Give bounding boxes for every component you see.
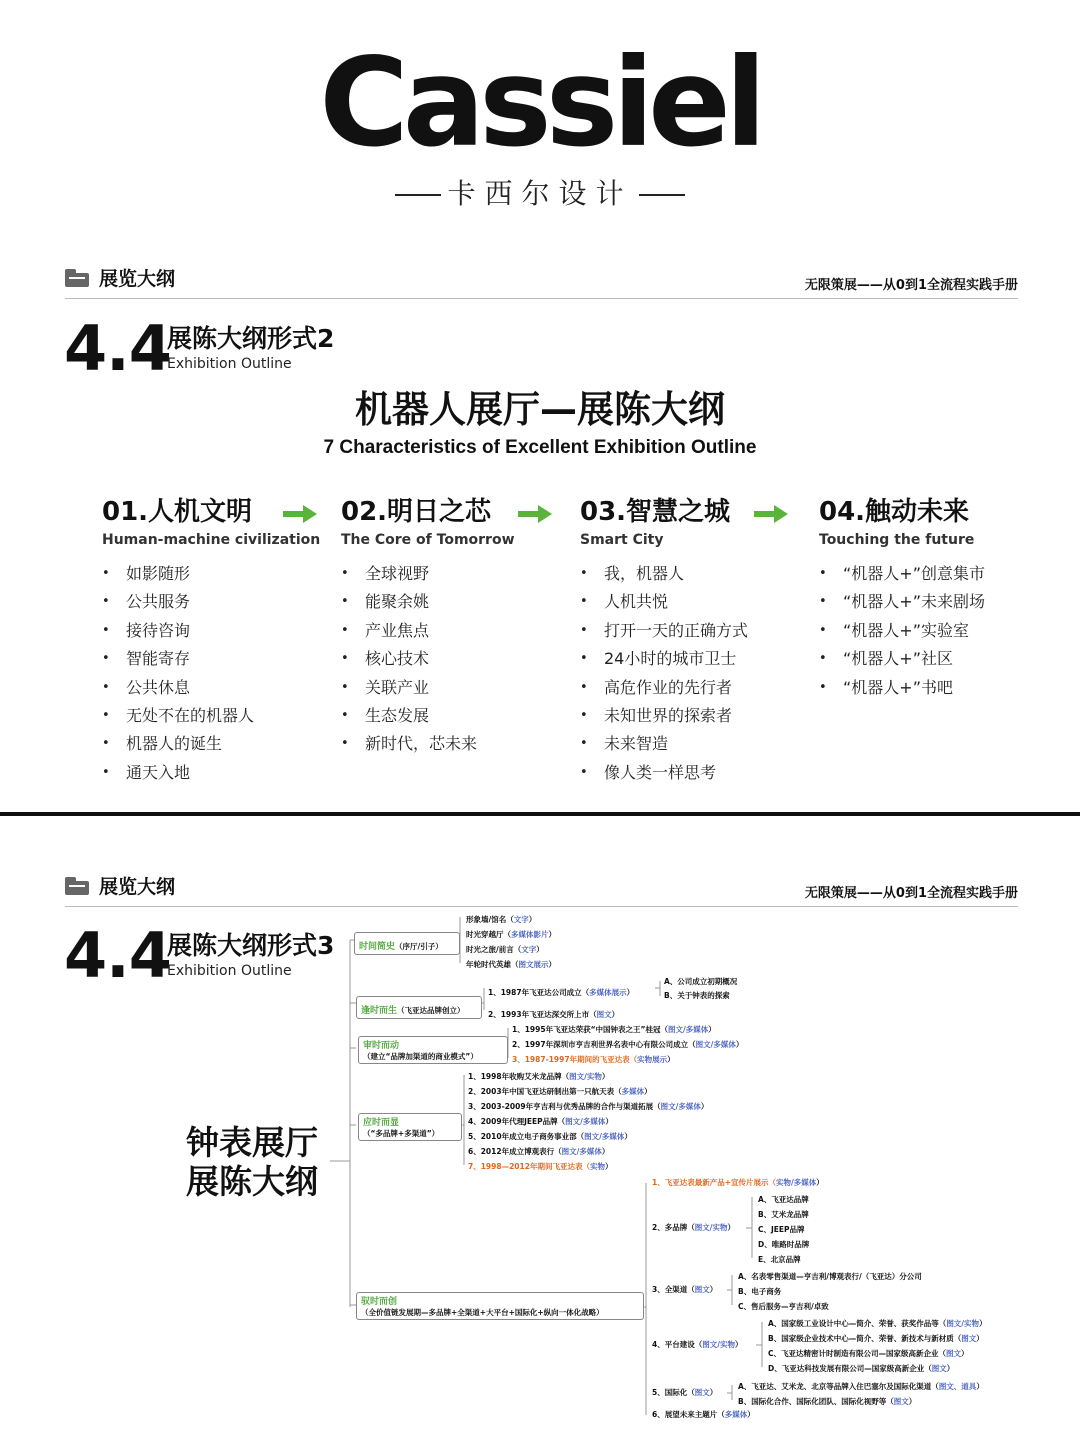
list-item: • 核心技术 — [341, 645, 571, 673]
list-item: • 接待咨询 — [102, 617, 332, 645]
mindmap-node: C、售后服务—亨吉利/卓致 — [738, 1302, 829, 1311]
mindmap-node: 1、1987年飞亚达公司成立（多媒体展示） — [488, 988, 635, 997]
column-subtitle: Touching the future — [819, 532, 975, 548]
b5-item-5: 5、国际化（图文） — [652, 1388, 718, 1397]
b5-item-3: 3、全渠道（图文） — [652, 1285, 718, 1294]
list-item: • “机器人+”社区 — [819, 645, 1059, 673]
list-item: • 打开一天的正确方式 — [580, 617, 810, 645]
list-item: • “机器人+”未来剧场 — [819, 588, 1059, 616]
mindmap-node: D、唯路时品牌 — [758, 1240, 810, 1249]
branch-2-items — [488, 982, 634, 1026]
mindmap-node: 5、2010年成立电子商务事业部（图文/多媒体） — [468, 1132, 632, 1141]
list-item: • 未来智造 — [580, 730, 810, 758]
column-subtitle: Human-machine civilization — [102, 532, 321, 548]
section2-subtitle: Exhibition Outline — [167, 963, 292, 979]
mindmap-node: 2、2003年中国飞亚达研制出第一只航天表（多媒体） — [468, 1087, 652, 1096]
b5-item-4: 4、平台建设（图文/实物） — [652, 1340, 743, 1349]
column-subtitle: The Core of Tomorrow — [341, 532, 515, 548]
list-item: • 关联产业 — [341, 674, 571, 702]
mindmap-node: B、国际化合作、国际化团队、国际化视野等（图文） — [738, 1397, 917, 1406]
section1-header-title: 展览大纲 — [65, 264, 175, 291]
main-subtitle: 7 Characteristics of Excellent Exhibition Outline — [323, 437, 757, 458]
mindmap-node: 7、1998—2012年期间飞亚达表（实物） — [468, 1162, 613, 1171]
mindmap-node: 时光之旅/前言（文字） — [466, 945, 544, 954]
mindmap-node: A、国家级工业设计中心—简介、荣誉、获奖作品等（图文/实物） — [768, 1319, 987, 1328]
mindmap-branch-1: 时间简史（序厅/引子） — [354, 932, 460, 955]
mindmap-node: C、飞亚达精密计时制造有限公司—国家级高新企业（图文） — [768, 1349, 969, 1358]
logo-brand: Cassiel — [319, 32, 761, 174]
list-item: • 公共服务 — [102, 588, 332, 616]
list-item: • “机器人+”创意集市 — [819, 560, 1059, 588]
mindmap-node: 3、2003-2009年亨吉利与优秀品牌的合作与渠道拓展（图文/多媒体） — [468, 1102, 709, 1111]
section1-number: 4.4 — [64, 312, 171, 385]
list-item: • 24小时的城市卫士 — [580, 645, 810, 673]
list-item: • 全球视野 — [341, 560, 571, 588]
mindmap-node: 4、2009年代理JEEP品牌（图文/多媒体） — [468, 1117, 613, 1126]
column-title: 02.明日之芯 — [341, 497, 492, 527]
branch-2-leaves — [664, 975, 737, 1003]
mindmap-node: C、JEEP品牌 — [758, 1225, 805, 1234]
section1-subtitle: Exhibition Outline — [167, 356, 292, 372]
mindmap-center-line2: 展陈大纲 — [186, 1162, 318, 1201]
b5-item-1: 1、飞亚达表最新产品+宣传片展示（实物/多媒体） — [652, 1178, 824, 1187]
list-item: • 公共休息 — [102, 674, 332, 702]
main-title: 机器人展厅—展陈大纲 — [355, 388, 725, 431]
branch-4-items — [468, 1069, 708, 1174]
mindmap-node: D、飞亚达科技发展有限公司—国家级高新企业（图文） — [768, 1364, 955, 1373]
mindmap-branch-5: 驭时而创 （全价值链发展期—多品牌+全渠道+大平台+国际化+纵向一体化战略） — [356, 1292, 644, 1320]
list-item: • “机器人+”实验室 — [819, 617, 1059, 645]
branch-1-items — [466, 912, 556, 972]
list-item: • 未知世界的探索者 — [580, 702, 810, 730]
section2-header-title: 展览大纲 — [65, 872, 175, 899]
column-subtitle: Smart City — [580, 532, 664, 548]
mindmap-node: 2、1997年深圳市亨吉利世界名表中心有限公司成立（图文/多媒体） — [512, 1040, 744, 1049]
b5-item-2: 2、多品牌（图文/实物） — [652, 1223, 735, 1232]
list-item: • 能聚余姚 — [341, 588, 571, 616]
logo-subtitle: 卡西尔设计 — [0, 172, 1080, 212]
b5-item-6: 6、展望未来主题片（多媒体） — [652, 1410, 755, 1419]
manual-title: 无限策展——从0到1全流程实践手册 — [804, 886, 1018, 901]
column-title: 01.人机文明 — [102, 497, 253, 527]
mindmap-node: A、公司成立初期概况 — [664, 977, 738, 986]
mindmap-node: 形象墙/馆名（文字） — [466, 915, 537, 924]
list-item: • 生态发展 — [341, 702, 571, 730]
column-title: 03.智慧之城 — [580, 497, 731, 527]
mindmap-node: B、关于钟表的探索 — [664, 991, 730, 1000]
mindmap-node: B、电子商务 — [738, 1287, 782, 1296]
section2-title: 展陈大纲形式3 — [167, 931, 335, 960]
mindmap-node: 时光穿越厅（多媒体影片） — [466, 930, 556, 939]
column-title: 04.触动未来 — [819, 497, 970, 527]
list-item: • 无处不在的机器人 — [102, 702, 332, 730]
list-item: • 智能寄存 — [102, 645, 332, 673]
mindmap-node: E、北京品牌 — [758, 1255, 801, 1264]
mindmap-node: A、飞亚达品牌 — [758, 1195, 809, 1204]
mindmap-branch-3: 审时而动 （建立“品牌加渠道的商业模式”） — [358, 1036, 508, 1064]
mindmap-node: 6、2012年成立博观表行（图文/多媒体） — [468, 1147, 610, 1156]
mindmap-branch-2: 逢时而生（飞亚达品牌创立） — [356, 996, 482, 1019]
list-item: • “机器人+”书吧 — [819, 674, 1059, 702]
mindmap-node: 年轮时代英雄（图文展示） — [466, 960, 556, 969]
list-item: • 新时代，芯未来 — [341, 730, 571, 758]
mindmap-node: 1、1995年飞亚达荣获“中国钟表之王”桂冠（图文/多媒体） — [512, 1025, 716, 1034]
mindmap-branch-4: 应时而显 （“多品牌+多渠道”） — [358, 1113, 462, 1141]
mindmap-node: 3、1987-1997年期间的飞亚达表（实物展示） — [512, 1055, 675, 1064]
manual-title: 无限策展——从0到1全流程实践手册 — [804, 278, 1018, 293]
list-item: • 产业焦点 — [341, 617, 571, 645]
mindmap-node: B、国家级企业技术中心—简介、荣誉、新技术与新材质（图文） — [768, 1334, 984, 1343]
mindmap-node: A、飞亚达、艾米龙、北京等品牌入住巴塞尔及国际化渠道（图文、道具） — [738, 1382, 984, 1391]
mindmap-node: A、名表零售渠道—亨吉利/博观表行/（飞亚达）分公司 — [738, 1272, 922, 1281]
b5-brands — [758, 1192, 809, 1267]
b5-platforms — [768, 1316, 987, 1376]
list-item: • 人机共悦 — [580, 588, 810, 616]
b5-channels — [738, 1269, 922, 1314]
list-item: • 我，机器人 — [580, 560, 810, 588]
b5-intl — [738, 1379, 984, 1409]
list-item: • 如影随形 — [102, 560, 332, 588]
list-item: • 机器人的诞生 — [102, 730, 332, 758]
section1-title: 展陈大纲形式2 — [167, 324, 335, 353]
section2-number: 4.4 — [64, 919, 171, 992]
branch-3-items — [512, 1022, 743, 1067]
mindmap-node: 2、1993年飞亚达深交所上市（图文） — [488, 1010, 620, 1019]
list-item: • 通天入地 — [102, 759, 332, 787]
list-item: • 高危作业的先行者 — [580, 674, 810, 702]
mindmap-node: B、艾米龙品牌 — [758, 1210, 809, 1219]
mindmap-center-line1: 钟表展厅 — [186, 1123, 318, 1162]
list-item: • 像人类一样思考 — [580, 759, 810, 787]
mindmap-node: 1、1998年收购艾米龙品牌（图文/实物） — [468, 1072, 610, 1081]
